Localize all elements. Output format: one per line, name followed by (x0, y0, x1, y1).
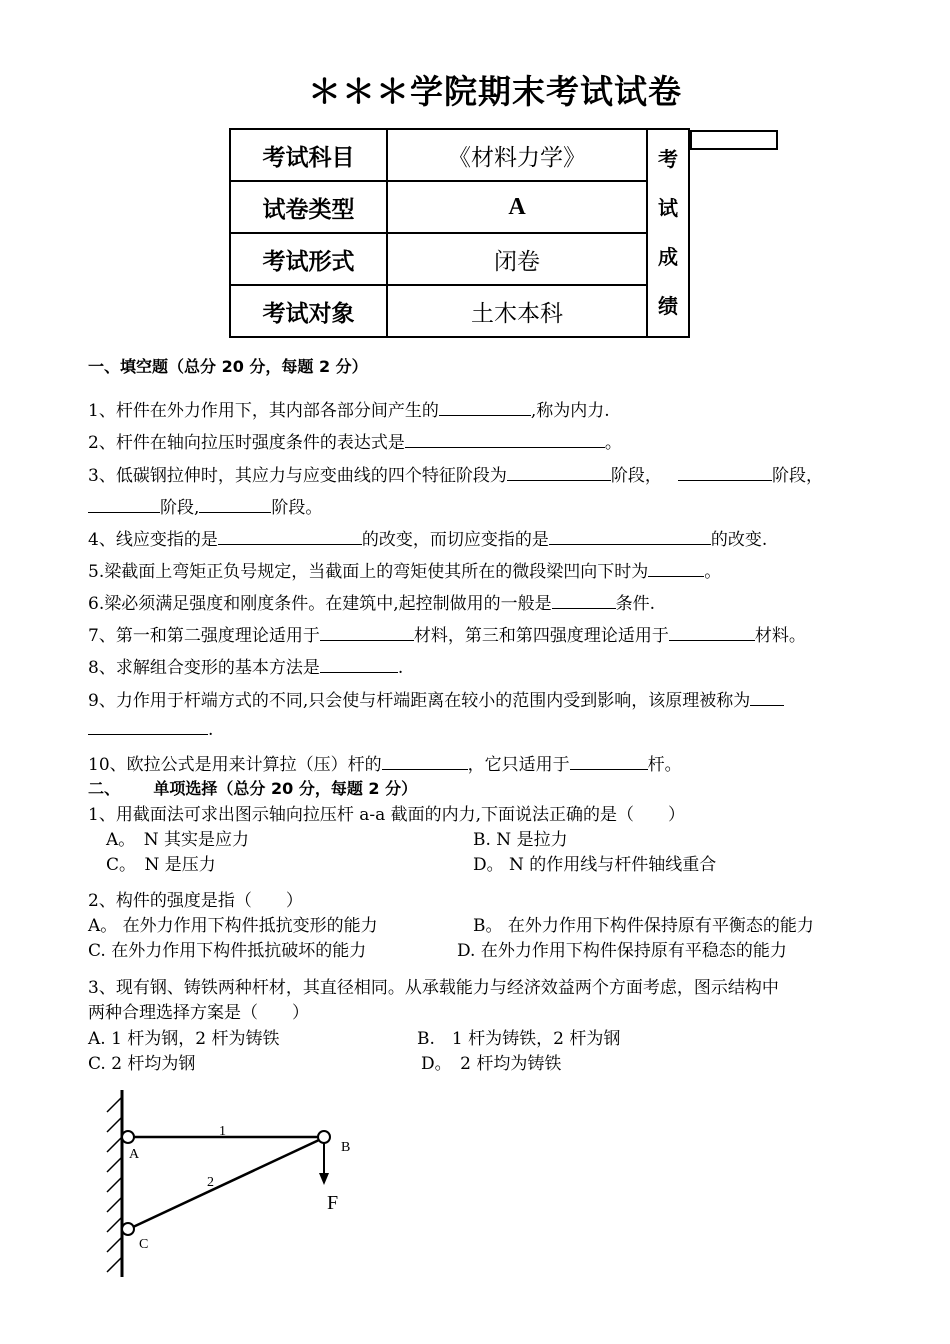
fill-question-8: 8、求解组合变形的基本方法是 . (88, 658, 404, 678)
label-a: A (129, 1147, 140, 1162)
answer-blank[interactable] (320, 624, 414, 641)
info-value-type: A (387, 181, 647, 233)
choice-question-3-stem: 3、现有钢、铸铁两种杆材，其直径相同。从承载能力与经济效益两个方面考虑，图示结构中 (88, 978, 779, 998)
info-label-target: 考试对象 (230, 285, 387, 337)
answer-blank[interactable] (678, 464, 772, 481)
choice-question-1-stem: 1、用截面法可求出图示轴向拉压杆 a-a 截面的内力,下面说法正确的是（ ） (88, 805, 686, 825)
answer-blank[interactable] (199, 496, 271, 513)
score-label: 考 试 成 绩 (647, 129, 689, 337)
answer-blank[interactable] (669, 624, 755, 641)
score-box[interactable] (690, 130, 778, 150)
answer-blank[interactable] (218, 528, 362, 545)
choice-3-option-a[interactable]: A. 1 杆为钢，2 杆为铸铁 (88, 1029, 280, 1049)
fill-question-3-cont: 阶段, 阶段。 (88, 493, 322, 518)
label-f: F (327, 1192, 339, 1214)
answer-blank[interactable] (570, 753, 648, 770)
answer-blank[interactable] (552, 592, 616, 609)
fill-question-1: 1、杆件在外力作用下，其内部各部分间产生的 ,称为内力. (88, 401, 610, 421)
fill-question-6: 6.梁必须满足强度和刚度条件。在建筑中,起控制做用的一般是 条件. (88, 594, 656, 614)
section1-heading: 一、填空题（总分 20 分，每题 2 分） (88, 357, 368, 376)
fill-question-4: 4、线应变指的是 的改变，而切应变指的是 的改变. (88, 530, 768, 550)
info-label-subject: 考试科目 (230, 129, 387, 181)
info-label-form: 考试形式 (230, 233, 387, 285)
answer-blank[interactable] (405, 431, 605, 448)
choice-question-2-stem: 2、构件的强度是指（ ） (88, 891, 303, 911)
info-value-target: 土木本科 (387, 285, 647, 337)
answer-blank[interactable] (750, 689, 784, 706)
fill-question-9: 9、力作用于杆端方式的不同,只会使与杆端距离在较小的范围内受到影响，该原理被称为 (88, 686, 784, 711)
answer-blank[interactable] (382, 753, 468, 770)
answer-blank[interactable] (320, 656, 398, 673)
force-arrowhead (319, 1173, 329, 1185)
joint-a (122, 1131, 134, 1143)
answer-blank[interactable] (439, 399, 531, 416)
answer-blank[interactable] (88, 718, 208, 735)
choice-1-option-d[interactable]: D。 N 的作用线与杆件轴线重合 (473, 855, 717, 875)
choice-3-option-b[interactable]: B. 1 杆为铸铁，2 杆为钢 (417, 1029, 621, 1049)
label-b: B (341, 1140, 351, 1155)
choice-2-option-b[interactable]: B。 在外力作用下构件保持原有平衡态的能力 (473, 916, 814, 936)
truss-figure (95, 1085, 375, 1285)
fill-question-9-cont: . (88, 718, 213, 740)
fill-question-3: 3、低碳钢拉伸时，其应力与应变曲线的四个特征阶段为 阶段， 阶段， (88, 466, 824, 486)
wall-hatching (107, 1097, 122, 1272)
section2-heading: 二、 单项选择（总分 20 分，每题 2 分） (88, 779, 418, 798)
exam-info-table (229, 128, 780, 338)
choice-2-option-d[interactable]: D. 在外力作用下构件保持原有平稳态的能力 (457, 941, 787, 961)
choice-3-option-c[interactable]: C. 2 杆均为钢 (88, 1054, 196, 1074)
joint-b (318, 1131, 330, 1143)
choice-1-option-c[interactable]: C。 N 是压力 (106, 855, 216, 875)
bar-2 (133, 1140, 319, 1227)
fill-question-7: 7、第一和第二强度理论适用于 材料，第三和第四强度理论适用于 材料。 (88, 626, 806, 646)
fill-question-2: 2、杆件在轴向拉压时强度条件的表达式是 。 (88, 433, 622, 453)
joint-c (122, 1223, 134, 1235)
choice-1-option-a[interactable]: A。 N 其实是应力 (106, 830, 250, 850)
answer-blank[interactable] (507, 464, 611, 481)
info-label-type: 试卷类型 (230, 181, 387, 233)
choice-1-option-b[interactable]: B. N 是拉力 (473, 830, 568, 850)
choice-2-option-a[interactable]: A。 在外力作用下构件抵抗变形的能力 (88, 916, 378, 936)
choice-question-3-stem-cont: 两种合理选择方案是（ ） (88, 1003, 309, 1023)
answer-blank[interactable] (88, 496, 160, 513)
fill-question-10: 10、欧拉公式是用来计算拉（压）杆的 ，它只适用于 杆。 (88, 755, 682, 775)
info-value-form: 闭卷 (387, 233, 647, 285)
info-value-subject: 《材料力学》 (387, 129, 647, 181)
choice-2-option-c[interactable]: C. 在外力作用下构件抵抗破坏的能力 (88, 941, 367, 961)
fill-question-5: 5.梁截面上弯矩正负号规定，当截面上的弯矩使其所在的微段梁凹向下时为 。 (88, 562, 722, 582)
label-bar2: 2 (207, 1175, 214, 1190)
choice-3-option-d[interactable]: D。 2 杆均为铸铁 (421, 1054, 562, 1074)
label-c: C (139, 1237, 149, 1252)
answer-blank[interactable] (549, 528, 711, 545)
exam-title: ＊＊＊学院期末考试试卷 (308, 72, 682, 111)
label-bar1: 1 (219, 1124, 226, 1139)
answer-blank[interactable] (648, 560, 704, 577)
